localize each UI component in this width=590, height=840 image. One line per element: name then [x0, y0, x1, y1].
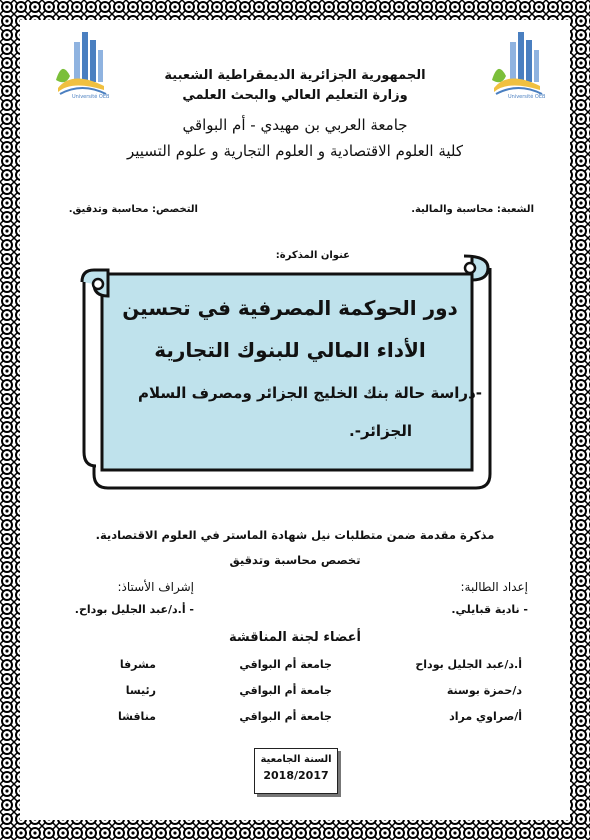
ministry-title: وزارة التعليم العالي والبحث العلمي	[182, 88, 408, 103]
branch-label: الشعبة: محاسبة والمالية.	[411, 204, 534, 215]
committee-member-university: جامعة أم البواقي	[239, 658, 332, 671]
title-line-1: دور الحوكمة المصرفية في تحسين	[122, 296, 458, 320]
committee-member-name: د/حمزة بوسنة	[446, 684, 522, 697]
prepared-by-label: إعداد الطالبة:	[460, 580, 528, 594]
supervisor-name: - أ.د/عبد الجليل بوداح.	[74, 603, 194, 616]
committee-member-name: أ.د/عبد الجليل بوداح	[415, 658, 522, 671]
faculty-name: كلية العلوم الاقتصادية و العلوم التجارية و علوم التسيير	[126, 142, 464, 160]
committee-title: أعضاء لجنة المناقشة	[228, 630, 362, 645]
memo-title-label: عنوان المذكرة:	[275, 250, 350, 261]
committee-member-name: أ/صراوي مراد	[449, 710, 522, 723]
title-scroll-banner	[78, 252, 498, 492]
academic-year-value: 2018/2017	[263, 769, 329, 782]
degree-requirement: مذكرة مقدمة ضمن متطلبات نيل شهادة الماستر في العلوم الاقتصادية.	[95, 528, 495, 542]
academic-year-label: السنة الجامعية	[260, 754, 332, 765]
republic-title: الجمهورية الجزائرية الديمقراطية الشعبية	[164, 68, 426, 83]
committee-member-university: جامعة أم البواقي	[239, 710, 332, 723]
student-name: - نادية قبايلي.	[451, 603, 528, 616]
title-line-3: -دراسة حالة بنك الخليج الجزائر ومصرف السلام	[137, 384, 482, 402]
academic-year-box	[254, 748, 338, 794]
logo-caption-right: Université OEB	[508, 94, 546, 100]
specialty-line: تخصص محاسبة وتدقيق	[229, 553, 361, 567]
title-line-4: الجزائر-.	[349, 422, 412, 440]
committee-member-role: رئيسا	[125, 684, 156, 697]
committee-member-university: جامعة أم البواقي	[239, 684, 332, 697]
title-line-2: الأداء المالي للبنوك التجارية	[154, 338, 426, 362]
supervisor-label: إشراف الأستاذ:	[117, 580, 194, 594]
committee-member-role: مشرفا	[119, 658, 156, 671]
university-name: جامعة العربي بن مهيدي - أم البواقي	[182, 116, 408, 134]
committee-member-role: مناقشا	[118, 710, 156, 723]
specialty-label: التخصص: محاسبة وتدقيق.	[68, 204, 198, 215]
logo-caption-left: Université OEB	[72, 94, 110, 100]
